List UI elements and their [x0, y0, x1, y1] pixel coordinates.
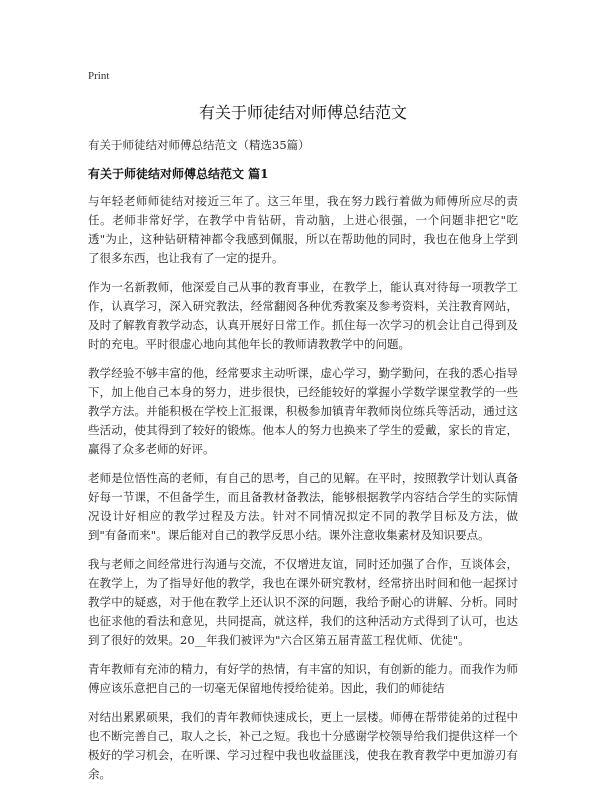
- paragraph: 我与老师之间经常进行沟通与交流，不仅增进友谊，同时还加强了合作，互谈体会，在教学上，为了指导好他的教学，我也在课外研究教材，经常挤出时间和他一起探讨教学中的疑惑，对于他在教学上还认识不深的问题，我给予耐心的讲解、分析。同时也征求他的看法和意见，共同提高，就这样，我们的这种活动方式得到了认可，也达到了很好的效果。20__年我们被评为"六合区第五届青蓝工程优师、优徒"。: [88, 557, 518, 647]
- section-heading: 有关于师徒结对师傅总结范文 篇1: [88, 167, 269, 181]
- document-page: [88, 70, 518, 794]
- paragraph: 与年轻老师师徒结对接近三年了。这三年里，我在努力践行着做为师傅所应尽的责任。老师非常好学，在教学中肯钻研，肯动脑，上进心很强，一个问题非把它"吃透"为止，这种钻研精神都令我感到佩服，所以在帮助他的同时，我也在他身上学到了很多东西，也让我有了一定的提升。: [88, 194, 518, 265]
- document-title: 有关于师徒结对师傅总结范文: [198, 103, 407, 122]
- print-label[interactable]: Print: [88, 70, 110, 82]
- paragraph: 青年教师有充沛的精力，有好学的热情，有丰富的知识，有创新的能力。而我作为师傅应该乐意把自己的一切毫无保留地传授给徒弟。因此，我们的师徒结: [88, 662, 518, 695]
- document-subtitle: 有关于师徒结对师傅总结范文（精选35篇）: [88, 138, 310, 152]
- paragraph: 老师是位悟性高的老师，有自己的思考，自己的见解。在平时，按照教学计划认真备好每一节课，不但备学生，而且备教材备教法，能够根据教学内容结合学生的实际情况设计好相应的教学过程及方法。针对不同情况拟定不同的教学目标及方法，做到"有备而来"。课后能对自己的教学反思小结。课外注意收集素材及知识要点。: [88, 471, 518, 542]
- paragraph: 教学经验不够丰富的他，经常要求主动听课，虚心学习，勤学勤问，在我的悉心指导下，加上他自己本身的努力，进步很快，已经能较好的掌握小学数学课堂教学的一些教学方法。并能积极在学校上汇报课，积极参加镇青年教师岗位练兵等活动，通过这些活动，使其得到了较好的锻炼。他本人的努力也换来了学生的爱戴，家长的肯定，赢得了众多老师的好评。: [88, 366, 518, 456]
- paragraph: 作为一名新教师，他深爱自己从事的教育事业，在教学上，能认真对待每一项教学工作，认真学习，深入研究教法，经常翻阅各种优秀教案及参考资料，关注教育网站，及时了解教育教学动态，认真开展好日常工作。抓住每一次学习的机会让自己得到及时的充电。平时很虚心地向其他年长的教师请教教学中的问题。: [88, 280, 518, 351]
- paragraph: 对结出累累硕果，我们的青年教师快速成长，更上一层楼。师傅在帮带徒弟的过程中也不断完善自己，取人之长，补己之短。我也十分感谢学校领导给我们提供这样一个极好的学习机会，在听课、学习过程中我也收益匪浅，使我在教育教学中更加游刃有余。: [88, 710, 518, 781]
